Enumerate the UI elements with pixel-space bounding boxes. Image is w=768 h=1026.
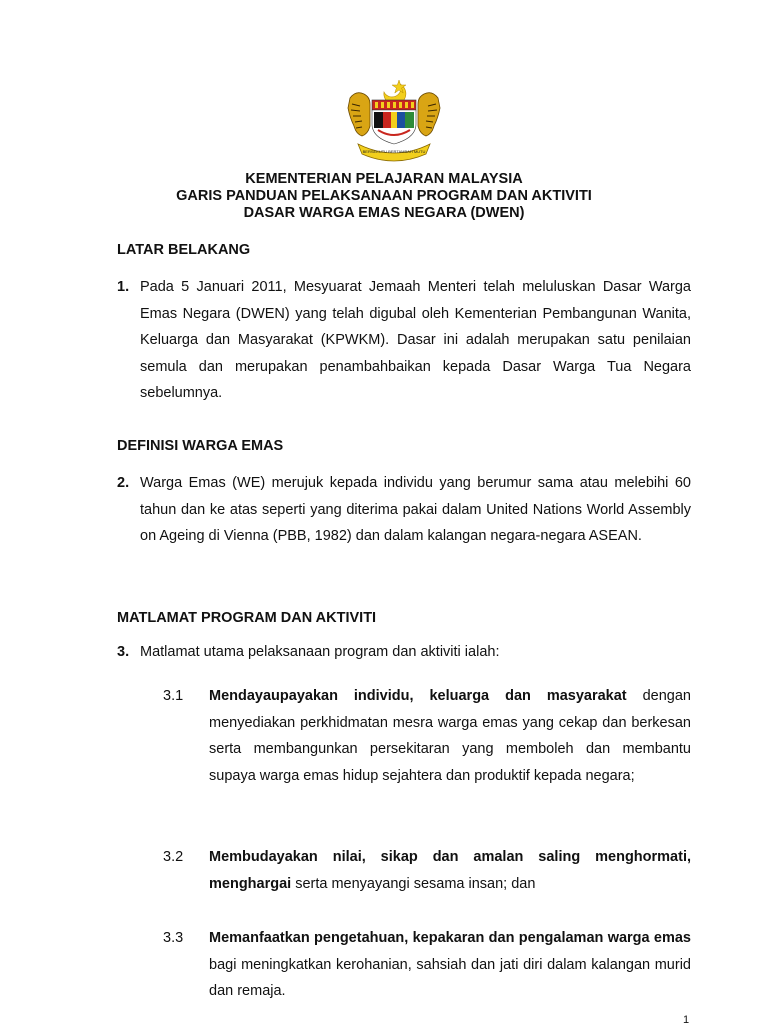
malaysia-coat-of-arms-icon <box>338 78 450 166</box>
document-title <box>0 171 768 222</box>
paragraph-2 <box>117 470 691 550</box>
list-item-bold: Membudayakan nilai, sikap dan amalan saling menghormati, menghargai <box>209 849 691 892</box>
paragraph-text: Matlamat utama pelaksanaan program dan aktiviti ialah: <box>140 644 500 660</box>
title-line-2: GARIS PANDUAN PELAKSANAAN PROGRAM DAN AKTIVITI <box>176 188 592 204</box>
paragraph-number: 1. <box>117 279 130 295</box>
list-item-3-2 <box>163 844 691 897</box>
paragraph-1 <box>117 274 691 407</box>
title-line-3: DASAR WARGA EMAS NEGARA (DWEN) <box>243 205 525 221</box>
list-item-text <box>209 925 691 1005</box>
list-item-text <box>209 844 691 897</box>
list-item-3-1 <box>163 683 691 789</box>
heading-latar-belakang: LATAR BELAKANG <box>117 242 251 258</box>
list-item-rest: serta menyayangi sesama insan; dan <box>291 875 536 892</box>
list-item-bold: Mendayaupayakan individu, keluarga dan masyarakat <box>209 688 627 704</box>
list-item-rest: dengan menyediakan perkhidmatan mesra warga emas yang cekap dan berkesan serta membangunkan persekitaran yang memboleh dan membantu supaya warga emas hidup sejahtera dan produktif kepada negara; <box>209 688 691 784</box>
paragraph-text: Pada 5 Januari 2011, Mesyuarat Jemaah Menteri telah meluluskan Dasar Warga Emas Negara (DWEN) yang telah digubal oleh Kementerian Pembangunan Wanita, Keluarga dan Masyarakat (KPWKM). Dasar ini adalah merupakan satu penilaian semula dan merupakan penambahbaikan kepada Dasar Warga Tua Negara sebelumnya. <box>140 279 691 401</box>
list-item-bold: Memanfaatkan pengetahuan, kepakaran dan pengalaman warga emas <box>209 930 691 946</box>
crest-motto: BERSEKUTU BERTAMBAH MUTU <box>362 149 426 154</box>
list-item-3-3 <box>163 925 691 1005</box>
paragraph-number: 2. <box>117 475 130 491</box>
title-line-1: KEMENTERIAN PELAJARAN MALAYSIA <box>245 171 523 187</box>
heading-matlamat-program: MATLAMAT PROGRAM DAN AKTIVITI <box>117 610 377 626</box>
paragraph-3 <box>117 639 691 666</box>
list-item-number: 3.2 <box>163 849 184 865</box>
heading-definisi-warga-emas: DEFINISI WARGA EMAS <box>117 438 284 454</box>
paragraph-text: Warga Emas (WE) merujuk kepada individu yang berumur sama atau melebihi 60 tahun dan ke atas seperti yang diterima pakai dalam United Nations World Assembly on Ageing di Vienna (PBB, 1982) dan dalam kalangan negara-negara ASEAN. <box>140 475 691 544</box>
list-item-number: 3.3 <box>163 930 184 946</box>
list-item-number: 3.1 <box>163 688 184 704</box>
page-number: 1 <box>683 1014 690 1026</box>
list-item-text <box>209 683 691 789</box>
paragraph-number: 3. <box>117 644 130 660</box>
list-item-rest: bagi meningkatkan kerohanian, sahsiah dan jati diri dalam kalangan murid dan remaja. <box>209 956 691 999</box>
